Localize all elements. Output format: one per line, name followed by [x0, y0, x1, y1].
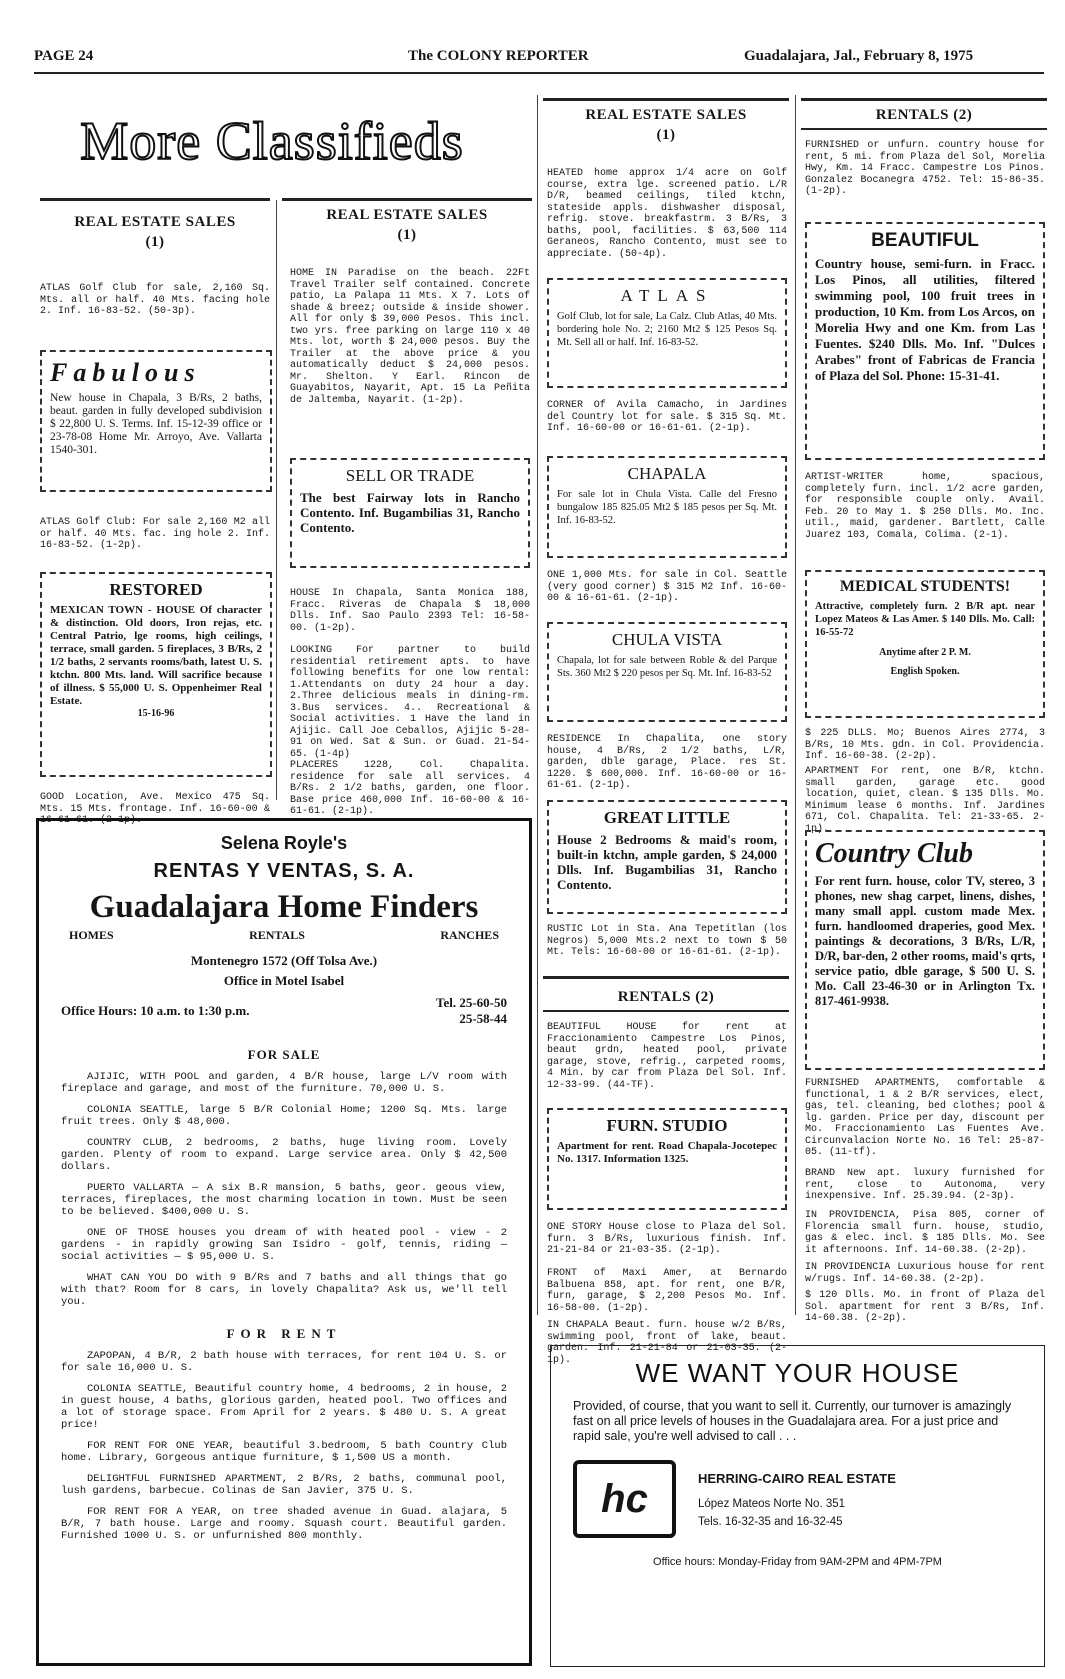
royle-line1: Selena Royle's — [220, 833, 348, 853]
country-club-ad — [805, 830, 1045, 1070]
for-sale-item: AJIJIC, WITH POOL and garden, 4 B/R house, large L/V room with fireplace and garage, and most of the furniture. 70,000 U. S. — [61, 1071, 507, 1095]
section-rule — [543, 98, 789, 101]
section-number: (2) — [695, 989, 715, 1005]
ad-title: ATLAS — [620, 286, 714, 305]
classified-ad: APARTMENT For rent, one B/R, ktchn. small garden, garage etc. good location, quiet, clean. $ 135 Dlls. Mo. Minimum lease 6 months. Inf. Jardines 671, Col. Chapalita. Tel: 21-33-65. 2-1p). — [805, 766, 1045, 835]
ad-title: FURN. STUDIO — [606, 1116, 728, 1135]
column-rule — [276, 200, 277, 800]
category-rentals: RENTALS — [249, 928, 305, 942]
rentals-section — [801, 106, 1047, 124]
ad-title: Country Club — [815, 838, 973, 869]
classified-ad: HEATED home approx 1/4 acre on Golf course, extra lge. screened patio. L/R D/R, beamed ceilings, tiled ktchn, stateside appls. dishwasher disposal, refrig. stove. breakfastrm. 3 B/Rs, 3 baths, pool, facilities. $ 63,500 114 Geraneos, Rancho Contento, must see to appreciate. (50-4p). — [547, 168, 787, 260]
beautiful-ad — [805, 222, 1045, 460]
header-rule — [34, 72, 1044, 74]
for-rent-item: COLONIA SEATTLE, Beautiful country home, 4 bedrooms, 2 in house, 2 in guest house, 4 baths, glorious garden, heated pool. Two offices and a lot of storage space. From April for 2 years. $ 480 U. S. A great price! — [61, 1383, 507, 1431]
royle-ad — [36, 818, 532, 1666]
classified-ad: BEAUTIFUL HOUSE for rent at Fraccionamiento Campestre Los Pinos, beaut grdn, heated pool, private garage, stove, refrig., carpeted rooms, 4 Min. by car from Plaza Del Sol. Inf. 12-33-99. (44-TF). — [547, 1022, 787, 1091]
ad-title: GREAT LITTLE — [603, 808, 731, 827]
section-heading: RENTALS — [617, 989, 691, 1005]
royle-hours: Office Hours: 10 a.m. to 1:30 p.m. — [61, 1003, 250, 1018]
section-rule — [801, 98, 1047, 101]
classified-ad: RESIDENCE In Chapalita, one story house, 4 B/Rs, 2 1/2 baths, L/R, garden, dble garage, Place. res St. 1220. $ 600,000. Inf. 16-60-00 or 16-61-61. (2-1p). — [547, 734, 787, 791]
ad-body: House 2 Bedrooms & maid's room, built-in ktchn, ample garden, $ 24,000 Dlls. Inf. Bugambilias 31, Rancho Contento. — [557, 832, 777, 892]
royle-tel2: 25-58-44 — [459, 1011, 507, 1026]
classified-ad: FRONT of Maxi Amer, at Bernardo Balbuena 858, apt. for rent, one B/R, furn, garage, $ 2,200 Pesos Mo. Inf. 16-58-00. (1-2p). — [547, 1268, 787, 1314]
royle-office: Office in Motel Isabel — [223, 973, 345, 988]
ad-body: Apartment for rent. Road Chapala-Jocotepec No. 1317. Information 1325. — [557, 1140, 777, 1165]
classified-ad: FURNISHED or unfurn. country house for rent, 5 mi. from Plaza del Sol, Morelia Hwy, Km. 14 Fracc. Campestre Los Pinos. Gonzalez Bocanegra 4752. Tel: 15-86-35. (1-2p). — [805, 140, 1045, 197]
ad-title: CHAPALA — [627, 464, 707, 483]
paper-name: The COLONY REPORTER — [408, 48, 589, 64]
ad-title: SELL OR TRADE — [345, 466, 475, 485]
category-ranches: RANCHES — [440, 928, 499, 942]
section-rule — [40, 198, 270, 201]
page-number: PAGE 24 — [34, 48, 94, 64]
classified-ad: IN CHAPALA Beaut. furn. house w/2 B/Rs, swimming pool, front of lake, beaut. garden. Inf. 21-21-84 or 21-03-35. (2-1p). — [547, 1320, 787, 1366]
herring-address: López Mateos Norte No. 351 — [698, 1497, 846, 1510]
for-rent-item: FOR RENT FOR ONE YEAR, beautiful 3.bedroom, 5 bath Country Club home. Library, Gorgeous antique furniture, $ 1,500 US a month. — [61, 1440, 507, 1464]
for-rent-item: DELIGHTFUL FURNISHED APARTMENT, 2 B/Rs, 2 baths, communal pool, lush gardens, barbecue. Colinas de San Javier, 375 U. S. — [61, 1473, 507, 1497]
classified-ad: ATLAS Golf Club: For sale 2,160 M2 all or half. 40 Mts. fac. ing hole 2. Inf. 16-83-52. (1-2p). — [40, 517, 270, 551]
section-heading: RENTALS — [875, 107, 949, 123]
classified-ad: GOOD Location, Ave. Mexico 475 Sq. Mts. 15 Mts. frontage. Inf. 16-60-00 & 16-61-61. (2-1p). — [40, 792, 270, 826]
classified-ad: FURNISHED APARTMENTS, comfortable & functional, 1 & 2 B/R services, elect, gas, tel. cleaning, bed clothes; pool & lg. garden. Price per day, discount per Mo. Fraccionamiento Las Fuentes Ave. Circunvalacion Norte No. 16 Tel: 25-87-05. (11-tf). — [805, 1078, 1045, 1158]
column-rule — [795, 95, 796, 1315]
classified-ad: HOME IN Paradise on the beach. 22Ft Travel Trailer self contained. Concrete patio, La Palapa 11 Mts. X 7. Lots of shade & breez; outside & inside shower. All for only $ 39,000 Pesos. This incl. two yrs. free parking on large 110 x 40 Mts. lot, worth $ 24,000 pesos. Buy the Trailer at the above price & you automatically deduct $ 24,000 pesos. Mr. Shelton. Y Earl. Rincon de Guayabitos, Nayarit, Apt. 15 La Peñita de Jaltemba, Nayarit. (1-2p). — [290, 268, 530, 406]
herring-hours: Office hours: Monday-Friday from 9AM-2PM and 4PM-7PM — [653, 1556, 942, 1568]
ad-title: MEDICAL STUDENTS! — [839, 578, 1011, 595]
classified-ad: HOUSE In Chapala, Santa Monica 188, Fracc. Riveras de Chapala $ 18,000 Dlls. Inf. Sao Paulo 2393 Tel: 16-58-00. (1-2p). — [290, 588, 530, 634]
ad-title: RESTORED — [109, 580, 203, 599]
ad-body: MEXICAN TOWN - HOUSE Of character & distinction. Old doors, Iron rejas, etc. Central Patrio, lge rooms, high ceilings, terrace, small garden. 5 fireplaces, 3 B/Rs, 2 1/2 baths, 2 servants rooms/bath, latest U. S. ktchn. 800 Mts. land. Will sacrifice because of illness. $ 55,000 U. S. Oppenheimer Real Estate. — [50, 604, 262, 707]
section-number: (1) — [145, 234, 165, 250]
ad-body: Chapala, lot for sale between Roble & del Parque Sts. 360 Mt2 $ 220 pesos per Sq. Mt. Inf. 16-83-52 — [557, 655, 777, 679]
herring-headline: WE WANT YOUR HOUSE — [635, 1358, 960, 1388]
royle-line2: RENTAS Y VENTAS, S. A. — [153, 860, 415, 882]
restored-ad — [40, 572, 272, 777]
ad-body: For rent furn. house, color TV, stereo, 3 phones, new shag carpet, linens, dishes, many small appl. custom made Mex. furn. handloomed draperies, good Mex. paintings & decorations, 3 B/Rs, L/R, D/R, bar-den, 2 other rooms, maid's qrts, service patio, dble garage, $ 500 U. S. Mo. Call 23-46-30 or in Arlington Tx. 817-461-9938. — [815, 874, 1035, 1008]
classified-ad: RUSTIC Lot in Sta. Ana Tepetitlan (los Negros) 5,000 Mts.2 next to town $ 50 Mt. Tels: 16-60-00 or 16-61-61. (2-1p). — [547, 924, 787, 958]
ad-body: New house in Chapala, 3 B/Rs, 2 baths, beaut. garden in fully developed subdivision $ 22,800 U. S. Terms. Inf. 15-12-39 office or 23-78-08 Home Mr. Arroyo, Ave. Vallarta 1540-301. — [50, 392, 262, 456]
section-number: (2) — [953, 107, 973, 123]
classified-ad: $ 120 Dlls. Mo. in front of Plaza del Sol. apartment for rent 3 B/Rs, Inf. 14-60.38. (2-2p). — [805, 1290, 1045, 1324]
section-heading: REAL ESTATE SALES — [585, 107, 747, 123]
for-sale-item: WHAT CAN YOU DO with 9 B/Rs and 7 baths and all things that go with that? Room for 8 cars, in lovely Chapalita? Ask us, we'll tell you. — [61, 1272, 507, 1308]
classified-ad: CORNER Of Avila Camacho, in Jardines del Country lot for sale. $ 315 Sq. Mt. Inf. 16-60-00 or 16-61-61. (2-1p). — [547, 400, 787, 434]
for-sale-item: PUERTO VALLARTA — A six B.R mansion, 5 baths, geor. geous view, terraces, fireplaces, the most charming location in town. Must be seen to be believed. $400,000 U. S. — [61, 1182, 507, 1218]
atlas-ad — [547, 278, 787, 388]
ad-title: Fabulous — [50, 358, 201, 387]
medical-students-ad — [805, 570, 1045, 718]
royle-address: Montenegro 1572 (Off Tolsa Ave.) — [190, 953, 378, 968]
category-homes: HOMES — [69, 928, 114, 942]
classified-ad: ATLAS Golf Club for sale, 2,160 Sq. Mts. all or half. 40 Mts. facing hole 2. Inf. 16-83-52. (50-3p). — [40, 283, 270, 317]
section-number: (1) — [656, 127, 676, 143]
herring-company: HERRING-CAIRO REAL ESTATE — [698, 1470, 896, 1486]
for-rent-item: ZAPOPAN, 4 B/R, 2 bath house with terraces, for rent 104 U. S. or for sale 16,000 U. S. — [61, 1350, 507, 1374]
sell-trade-ad — [290, 458, 530, 568]
classified-ad: PLACERES 1228, Col. Chapalita. residence for sale all services. 4 B/Rs. 2 1/2 baths, garden, one floor. Base price 460,000 Inf. 16-60-00 & 16-61-61. (2-1p). — [290, 760, 530, 817]
section-rule — [282, 198, 532, 201]
for-sale-item: COLONIA SEATTLE, large 5 B/R Colonial Home; 1200 Sq. Mts. large fruit trees. Only $ 48,000. — [61, 1104, 507, 1128]
ad-body: Country house, semi-furn. in Fracc. Los Pinos, all utilities, filtered swimming pool, 100 fruit trees in production, 10 Km. from Los Arcos, on Morelia Hwy and one Km. from Las Fuentes. $240 Dlls. Mo. Inf. "Dulces Arabes" front of Fabricas de Francia of Plaza del Sol. Phone: 15-31-41. — [815, 256, 1035, 383]
ad-body: For sale lot in Chula Vista. Calle del Fresno bungalow 185 825.05 Mt2 $ 185 pesos per Sq. Mt. Inf. 16-83-52. — [557, 489, 777, 526]
for-rent-item: FOR RENT FOR A YEAR, on tree shaded avenue in Guad. alajara, 5 B/R, 7 bath house. Large and roomy. Squash court. Beautiful garden. Furnished 1000 U. S. or unfurnished 800 monthly. — [61, 1506, 507, 1542]
column-rule — [537, 95, 538, 1315]
rentals-section — [543, 988, 789, 1006]
great-little-ad — [547, 800, 787, 914]
classified-ad: ONE STORY House close to Plaza del Sol. furn. 3 B/Rs, luxurious finish. Inf. 21-21-84 or 21-03-35. (2-1p). — [547, 1222, 787, 1256]
section-rule — [543, 976, 789, 979]
ad-body: Golf Club, lot for sale, La Calz. Club Atlas, 40 Mts. bordering hole No. 2; 2160 Mt2 $ 125 Pesos Sq. Mt. Sell all or half. Inf. 16-83-52. — [557, 311, 777, 348]
herring-logo — [573, 1460, 676, 1538]
herring-body: Provided, of course, that you want to sell it. Currently, our turnover is amazingly fast on all price levels of houses in the Guadalajara area. For a just price and rapid sale, you're well advised to call . . . — [573, 1399, 1012, 1443]
classified-ad: ARTIST-WRITER home, spacious, completely furn. incl. 1/2 acre garden, for responsible couple only. Avail. Feb. 20 to May 1. $ 250 Dlls. Mo. Inc. util., maid, gardener. Bartlett, Calle Juarez 103, Comala, Colima. (2-1). — [805, 472, 1045, 541]
for-rent-list — [61, 1350, 507, 1542]
section-number: (1) — [397, 227, 417, 243]
furn-studio-ad — [547, 1108, 787, 1210]
ad-note: Anytime after 2 P. M. — [879, 647, 971, 658]
chula-vista-ad — [547, 622, 787, 722]
section-heading: REAL ESTATE SALES — [326, 207, 488, 223]
classified-ad: ONE 1,000 Mts. for sale in Col. Seattle (very good corner) $ 315 M2 Inf. 16-60-00 & 16-61-61. (2-1p). — [547, 570, 787, 604]
herring-tels: Tels. 16-32-35 and 16-32-45 — [698, 1515, 843, 1528]
ad-phone: 15-16-96 — [137, 708, 175, 719]
section-rule — [543, 1010, 789, 1012]
classified-ad: $ 225 DLLS. Mo; Buenos Aires 2774, 3 B/Rs, 10 Mts. gdn. in Col. Providencia. Inf. 16-60-38. (2-2p). — [805, 728, 1045, 762]
chapala-ad — [547, 456, 787, 558]
ad-title: BEAUTIFUL — [871, 230, 979, 251]
for-sale-list — [61, 1071, 507, 1308]
section-heading: REAL ESTATE SALES — [74, 214, 236, 230]
dateline: Guadalajara, Jal., February 8, 1975 — [744, 48, 974, 64]
for-sale-item: COUNTRY CLUB, 2 bedrooms, 2 baths, huge living room. Lovely garden. Plenty of room to expand. Large service area. Only $ 42,500 dollars. — [61, 1137, 507, 1173]
logo-text: hc — [601, 1476, 648, 1521]
classified-ad: IN PROVIDENCIA Luxurious house for rent w/rugs. Inf. 14-60.38. (2-2p). — [805, 1262, 1045, 1285]
section-rule — [801, 128, 1047, 130]
fabulous-ad — [40, 350, 272, 492]
masthead-title: More Classifieds — [80, 111, 464, 171]
classified-ad: IN PROVIDENCIA, Pisa 805, corner of Florencia small furn. house, studio, gas & elec. incl. $ 185 Dlls. Mo. See it afternoons. Inf. 14-60.38. (2-2p). — [805, 1210, 1045, 1256]
for-sale-heading: FOR SALE — [247, 1047, 321, 1062]
classified-ad: LOOKING For partner to build residential retirement apts. to have following benefits for one low rental: 1.Attendants on duty 24 hour a day. 2.Three delicious meals in dining-rm. 3.Bus services. 4.. Recreational & Social activities. 1 Have the land in Ajijic. Call Joe Ceballos, Ajijic 5-28-91 on Wed. Sat & Sun. or Guad. 21-54-65. (1-4p) — [290, 645, 530, 760]
royle-tel: Tel. 25-60-50 — [435, 995, 507, 1010]
royle-line3: Guadalajara Home Finders — [89, 889, 479, 925]
classified-ad: BRAND New apt. luxury furnished for rent, close to Autonoma, very inexpensive. Inf. 25.39.94. (2-3p). — [805, 1168, 1045, 1202]
for-sale-item: ONE OF THOSE houses you dream of with heated pool - view - 2 gardens - in rapidly growing San Isidro - golf, tennis, riding — social activities — $ 95,000 U. S. — [61, 1227, 507, 1263]
herring-cairo-ad — [550, 1345, 1045, 1667]
ad-body: Attractive, completely furn. 2 B/R apt. near Lopez Mateos & Las Amer. $ 140 Dlls. Mo. Call: 16-55-72 — [815, 601, 1035, 638]
for-rent-heading: FOR RENT — [226, 1326, 342, 1341]
ad-body: The best Fairway lots in Rancho Contento. Inf. Bugambilias 31, Rancho Contento. — [300, 490, 520, 535]
ad-note: English Spoken. — [890, 666, 960, 677]
ad-title: CHULA VISTA — [611, 630, 723, 649]
